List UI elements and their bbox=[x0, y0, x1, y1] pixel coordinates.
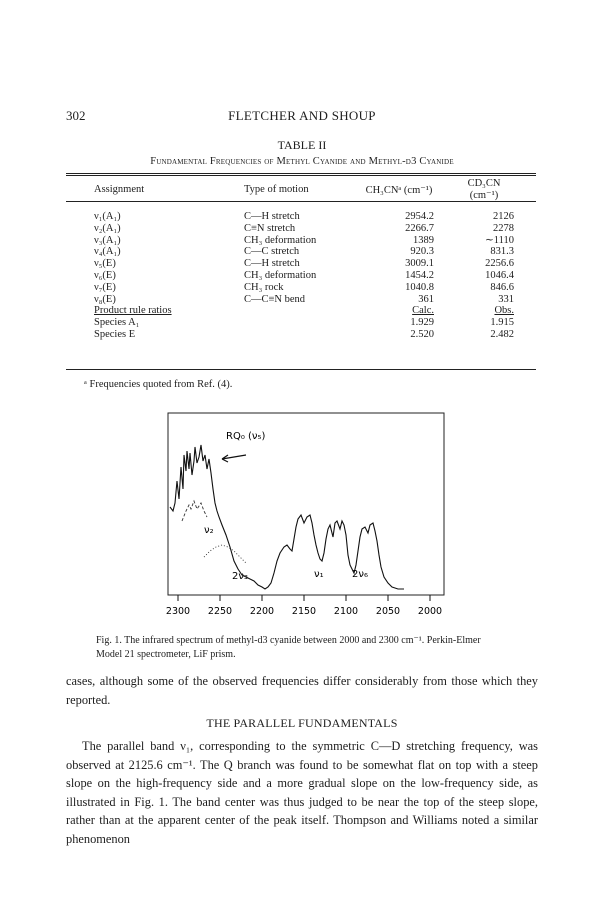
ch3cn-cell: 1040.8 bbox=[405, 281, 434, 293]
cd3cn-cell: 831.3 bbox=[490, 246, 514, 258]
annotation-2nu3: 2ν₃ bbox=[232, 571, 248, 582]
table-header-row bbox=[66, 176, 536, 205]
table-row bbox=[66, 282, 536, 294]
ratio-obs-label: Obs. bbox=[494, 305, 514, 317]
table-footnote: ᵃ Frequencies quoted from Ref. (4). bbox=[84, 379, 233, 390]
assignment-cell: ν₄(A₁) bbox=[94, 246, 121, 258]
assignment-cell: ν₆(E) bbox=[94, 269, 116, 281]
table-row bbox=[66, 246, 536, 258]
motion-cell: C—H stretch bbox=[244, 211, 300, 222]
table-row bbox=[66, 270, 536, 282]
motion-cell: C—C≡N bend bbox=[244, 293, 306, 305]
motion-cell: CH₃ deformation bbox=[244, 234, 317, 246]
table-title: TABLE II bbox=[277, 138, 327, 152]
x-tick-label: 2000 bbox=[417, 606, 443, 617]
assignment-cell: ν₃(A₁) bbox=[94, 234, 121, 246]
ratio-row bbox=[66, 317, 536, 329]
motion-cell: C—H stretch bbox=[244, 258, 300, 270]
cd3cn-cell: 2278 bbox=[493, 222, 514, 234]
running-title: FLETCHER AND SHOUP bbox=[228, 108, 376, 123]
motion-cell: C≡N stretch bbox=[244, 222, 296, 234]
x-tick-label: 2250 bbox=[207, 606, 233, 617]
body-paragraph: The parallel band ν₁, corresponding to the symmetric C—D stretching frequency, was observed at 2125.6 cm⁻¹. The Q branch was found to be somewhat flat on top with a steep slope on the high-frequency side and a more gradual slope on the low-frequency side, as illustrated in Fig. 1. The band center was thus judged to be near the top of the steep slope, rather than at the apparent center of the peak itself. Thompson and Williams noted a similar phenomenon bbox=[66, 739, 538, 846]
motion-cell: C—C stretch bbox=[244, 246, 300, 258]
obs-cell: 1.915 bbox=[490, 317, 514, 329]
2nu3-dotted-trace bbox=[204, 545, 246, 563]
x-tick-label: 2050 bbox=[375, 606, 401, 617]
ratio-row bbox=[66, 329, 536, 341]
table-bottom-rule bbox=[66, 369, 536, 370]
col-header-cd3cn: CD₃CN (cm⁻¹) bbox=[467, 178, 501, 201]
species-cell: Species A₁ bbox=[94, 317, 140, 329]
ratio-header-row bbox=[66, 305, 536, 317]
motion-cell: CH₃ deformation bbox=[244, 269, 317, 281]
assignment-cell: ν₂(A₁) bbox=[94, 222, 121, 234]
calc-cell: 2.520 bbox=[410, 328, 434, 340]
ch3cn-cell: 1454.2 bbox=[405, 269, 434, 281]
ratio-label: Product rule ratios bbox=[94, 305, 172, 317]
cd3cn-cell: 2126 bbox=[493, 211, 514, 222]
calc-cell: 1.929 bbox=[410, 317, 434, 329]
table-top-rule bbox=[66, 173, 536, 174]
motion-cell: CH₃ rock bbox=[244, 281, 284, 293]
x-tick-label: 2150 bbox=[291, 606, 317, 617]
ch3cn-cell: 2266.7 bbox=[405, 222, 434, 234]
annotation-nu1: ν₁ bbox=[314, 569, 324, 580]
cd3cn-cell: 1046.4 bbox=[485, 269, 514, 281]
spectrum-figure bbox=[164, 411, 449, 626]
x-tick-label: 2200 bbox=[249, 606, 275, 617]
plot-frame bbox=[168, 413, 444, 595]
cd3cn-cell: 331 bbox=[498, 293, 514, 305]
cd3cn-cell: 846.6 bbox=[490, 281, 514, 293]
table-caption: Fundamental Frequencies of Methyl Cyanide and Methyl-d3 Cyanide bbox=[150, 156, 454, 167]
assignment-cell: ν₅(E) bbox=[94, 258, 116, 270]
cd3cn-cell: 2256.6 bbox=[485, 258, 514, 270]
col-header-assignment: Assignment bbox=[94, 184, 145, 195]
annotation-rq0: RQ₀ (ν₅) bbox=[226, 431, 266, 442]
ch3cn-cell: 3009.1 bbox=[405, 258, 434, 270]
body-paragraph-continued: cases, although some of the observed frequencies differ considerably from those which they reported. bbox=[66, 674, 538, 707]
col-header-ch3cn: CH₃CNᵃ (cm⁻¹) bbox=[365, 184, 433, 196]
table-row bbox=[66, 258, 536, 270]
x-axis bbox=[178, 595, 430, 601]
species-cell: Species E bbox=[94, 328, 136, 340]
figure-caption: Fig. 1. The infrared spectrum of methyl-d3 cyanide between 2000 and 2300 cm⁻¹. Perkin-Elmer Model 21 spectrometer, LiF prism. bbox=[96, 635, 481, 660]
spectrum-trace bbox=[170, 445, 404, 589]
table-row bbox=[66, 235, 536, 247]
annotation-2nu6: 2ν₆ bbox=[352, 569, 368, 580]
assignment-cell: ν₈(E) bbox=[94, 293, 116, 305]
obs-cell: 2.482 bbox=[490, 328, 514, 340]
cd3cn-cell: ∼1110 bbox=[484, 234, 514, 246]
ch3cn-cell: 1389 bbox=[413, 234, 434, 246]
x-tick-label: 2300 bbox=[165, 606, 191, 617]
frequency-table bbox=[66, 176, 536, 341]
annotation-nu2: ν₂ bbox=[204, 525, 214, 536]
table-row bbox=[66, 223, 536, 235]
nu2-dashed-trace bbox=[182, 501, 207, 521]
ch3cn-cell: 361 bbox=[418, 293, 434, 305]
section-heading: THE PARALLEL FUNDAMENTALS bbox=[206, 716, 398, 730]
ch3cn-cell: 920.3 bbox=[410, 246, 434, 258]
page-number: 302 bbox=[66, 108, 86, 123]
table-row bbox=[66, 211, 536, 223]
spectrum-plot bbox=[164, 411, 449, 626]
assignment-cell: ν₇(E) bbox=[94, 281, 116, 293]
annotation-arrow bbox=[222, 455, 246, 462]
x-tick-label: 2100 bbox=[333, 606, 359, 617]
col-header-motion: Type of motion bbox=[244, 184, 309, 195]
assignment-cell: ν₁(A₁) bbox=[94, 211, 121, 222]
ratio-calc-label: Calc. bbox=[412, 305, 434, 317]
ch3cn-cell: 2954.2 bbox=[405, 211, 434, 222]
table-row bbox=[66, 294, 536, 306]
